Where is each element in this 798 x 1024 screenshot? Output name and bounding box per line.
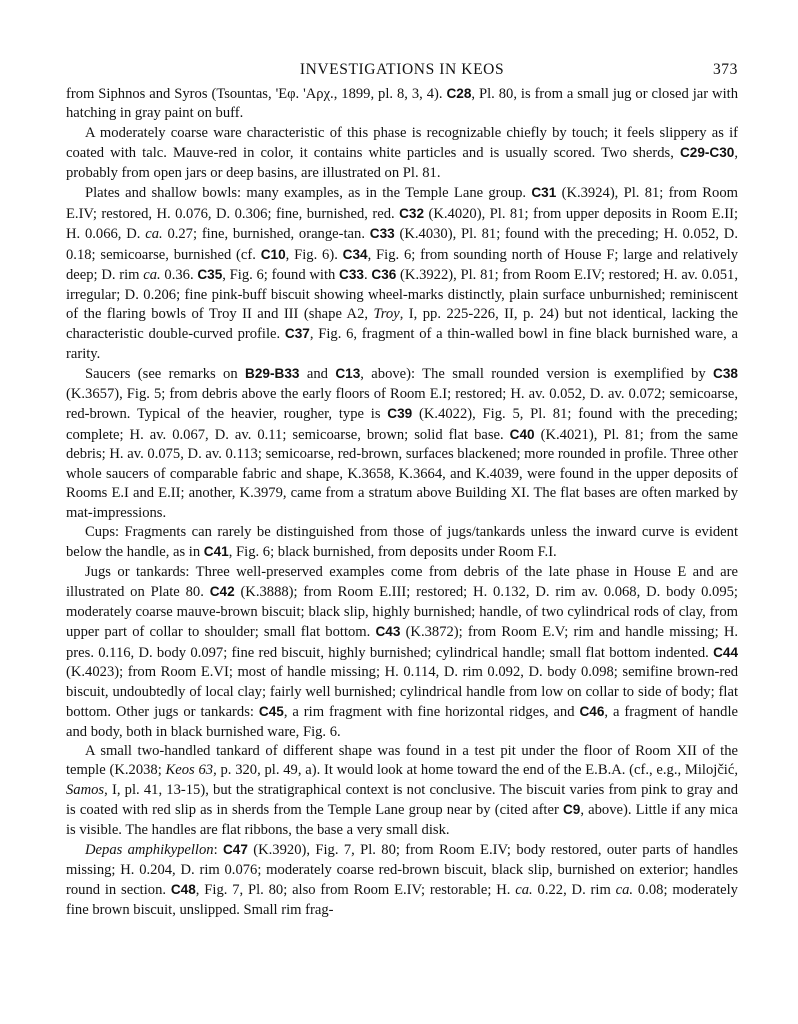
paragraph	[66, 124, 738, 183]
text-run: 0.22, D. rim	[532, 882, 616, 899]
text-run: (K.3922), Pl. 81; from Room E.IV; restored; H. av. 0.051, irregular; D. 0.206; fine pink-buff biscuit showing wheel-marks distinctly, plain surface unburnished; reminiscent of the flaring bowls of Troy II and III (shape A2,	[66, 267, 739, 322]
text-run: 0.08; moderately fine brown biscuit, unslipped. Small rim frag-	[66, 882, 738, 918]
paragraph	[66, 183, 738, 364]
italic-text: ca.	[145, 226, 163, 243]
catalog-number: C47	[222, 842, 248, 858]
italic-text: ca.	[515, 882, 533, 899]
italic-text: Samos	[66, 781, 105, 798]
catalog-number: C33	[369, 226, 395, 242]
catalog-number: C38	[713, 366, 738, 382]
text-run: 0.27; fine, burnished, orange-tan.	[162, 226, 370, 243]
paragraph	[66, 523, 738, 563]
running-head	[66, 58, 738, 84]
text-run: , a fragment of handle and body, both in black burnished ware, Fig. 6.	[66, 704, 738, 740]
text-run: , I, pp. 225-226, II, p. 24) but not identical, lacking the characteristic double-curved profile.	[66, 305, 738, 343]
text-run: (K.4022), Fig. 5, Pl. 81; found with the preceding; complete; H. av. 0.067, D. av. 0.11; semicoarse, brown; solid flat base.	[66, 406, 738, 443]
text-run: , a rim fragment with fine horizontal ridges, and	[283, 704, 580, 721]
text-run: , probably from open jars or deep basins, are illustrated on Pl. 81.	[66, 145, 738, 181]
text-run: (K.3920), Fig. 7, Pl. 80; from Room E.IV; body restored, outer parts of handles missing; H. 0.204, D. rim 0.076; moderately coarse red-brown biscuit, black slip, burnished on exterior; handles round in section.	[66, 842, 738, 899]
catalog-number: C33	[339, 267, 364, 283]
paragraph	[66, 840, 738, 920]
text-run: , Fig. 6, fragment of a thin-walled bowl in fine black burnished ware, a rarity.	[66, 326, 739, 362]
catalog-number: C9	[562, 802, 581, 818]
text-run: A small two-handled tankard of different shape was found in a test pit under the floor of Room XII of the temple (K.2038;	[66, 742, 738, 779]
text-run: (K.4021), Pl. 81; from the same debris; H. av. 0.075, D. av. 0.113; semicoarse, red-brown, surfaces blackened; more rounded in profile. Three other whole saucers of comparable fabric and shape, K.3658, K.3664, and K.4039, were found in the upper deposits of Rooms E.I and E.II; another, K.3979, came from a stratum above Building XI. The flat bases are often marked by mat-impressions.	[66, 426, 738, 521]
text-run: , p. 320, pl. 49, a). It would look at home toward the end of the E.B.A. (cf., e.g., Milojčić,	[213, 762, 738, 779]
italic-text: Keos 63	[165, 762, 214, 779]
text-run: , above). Little if any mica is visible. The handles are flat ribbons, the base a very small disk.	[66, 802, 739, 838]
running-head-title: INVESTIGATIONS IN KEOS	[299, 61, 505, 78]
text-run: (K.3888); from Room E.III; restored; H. 0.132, D. rim av. 0.068, D. body 0.095; moderately coarse mauve-brown biscuit; black slip, highly burnished; handle, of two cylindrical rods of clay, from upper part of collar to shoulder; small flat bottom.	[66, 584, 738, 641]
catalog-number: C41	[203, 544, 229, 560]
text-run: (K.3657), Fig. 5; from debris above the early floors of Room E.I; restored; H. av. 0.052, D. av. 0.072; semicoarse, red-brown. Typical of the heavier, rougher, type is	[66, 385, 738, 423]
text-run: from Siphnos and Syros (Tsountas, 'Εφ. 'Αρχ., 1899, pl. 8, 3, 4).	[66, 86, 447, 102]
text-run: , Fig. 6).	[285, 246, 343, 263]
text-run: , Pl. 80, is from a small jug or closed jar with hatching in gray paint on buff.	[66, 86, 738, 122]
text-run: (K.3872); from Room E.V; rim and handle missing; H. pres. 0.116, D. body 0.097; fine red biscuit, highly burnished; cylindrical handle; small flat bottom indented.	[66, 624, 739, 661]
catalog-number: C37	[284, 326, 310, 342]
text-run: Saucers (see remarks on	[85, 366, 246, 383]
catalog-number: C34	[342, 246, 368, 262]
catalog-number: C46	[579, 704, 605, 720]
catalog-number: C28	[446, 86, 472, 101]
text-run: (K.4030), Pl. 81; found with the preceding; H. 0.052, D. 0.18; semicoarse, burnished (cf.	[66, 226, 738, 263]
italic-text: Troy	[373, 305, 400, 322]
text-run: (K.3924), Pl. 81; from Room E.IV; restored, H. 0.076, D. 0.306; fine, burnished, red.	[66, 185, 738, 222]
catalog-number: C40	[509, 426, 535, 442]
catalog-number: C32	[399, 205, 425, 221]
catalog-number: C39	[387, 406, 413, 422]
text-run: , above): The small rounded version is exemplified by	[360, 366, 714, 383]
paragraph	[66, 563, 738, 742]
catalog-number: C48	[170, 882, 196, 898]
catalog-number: C29-C30	[679, 145, 735, 161]
page-number: 373	[712, 61, 738, 78]
catalog-number: C42	[209, 584, 235, 600]
text-run: .	[363, 267, 372, 284]
text-run: 0.36.	[160, 267, 198, 284]
text-run: , Fig. 6; found with	[222, 267, 340, 284]
italic-text: ca.	[143, 267, 161, 284]
text-run: (K.4023); from Room E.VI; most of handle missing; H. 0.114, D. rim 0.092, D. body 0.098; semifine brown-red biscuit, undoubtedly of local clay; fairly well burnished; cylindrical handle from low on collar to side of body; flat bottom. Other jugs or tankards:	[66, 664, 738, 721]
text-run: , Fig. 6; black burnished, from deposits under Room F.I.	[228, 544, 557, 561]
text-run: Jugs or tankards: Three well-preserved examples come from debris of the late phase in House E and are illustrated on Plate 80.	[66, 563, 738, 601]
catalog-number: C10	[260, 246, 286, 262]
catalog-number: C36	[371, 267, 397, 283]
catalog-number: C45	[258, 704, 284, 720]
catalog-number: C13	[335, 366, 361, 382]
paragraph	[66, 364, 738, 523]
text-run: and	[299, 366, 336, 383]
text-run: Cups: Fragments can rarely be distinguished from those of jugs/tankards unless the inward curve is evident below the handle, as in	[66, 523, 738, 561]
body-text	[66, 84, 738, 920]
text-run: Plates and shallow bowls: many examples, as in the Temple Lane group.	[85, 185, 532, 202]
catalog-number: C43	[375, 624, 401, 640]
text-run: :	[213, 842, 223, 859]
text-run: (K.4020), Pl. 81; from upper deposits in Room E.II; H. 0.066, D.	[66, 205, 738, 243]
catalog-number: C31	[531, 185, 557, 201]
catalog-number: B29-B33	[245, 366, 300, 382]
text-run: , Fig. 7, Pl. 80; also from Room E.IV; restorable; H.	[195, 882, 516, 899]
paragraph	[66, 84, 738, 124]
catalog-number: C44	[713, 644, 738, 660]
paragraph	[66, 742, 738, 840]
page	[66, 58, 738, 920]
text-run: A moderately coarse ware characteristic of this phase is recognizable chiefly by touch; it feels slippery as if coated with talc. Mauve-red in color, it contains white particles and is usually scored. Two sherds,	[66, 124, 738, 162]
text-run: , Fig. 6; from sounding north of House F; large and relatively deep; D. rim	[66, 246, 738, 284]
italic-text: ca.	[615, 882, 634, 899]
italic-text: Depas amphikypellon	[85, 842, 214, 859]
catalog-number: C35	[197, 267, 223, 283]
text-run: , I, pl. 41, 13-15), but the stratigraphical context is not conclusive. The biscuit varies from pink to gray and is coated with red slip as in sherds from the Temple Lane group near by (cited after	[66, 781, 738, 819]
